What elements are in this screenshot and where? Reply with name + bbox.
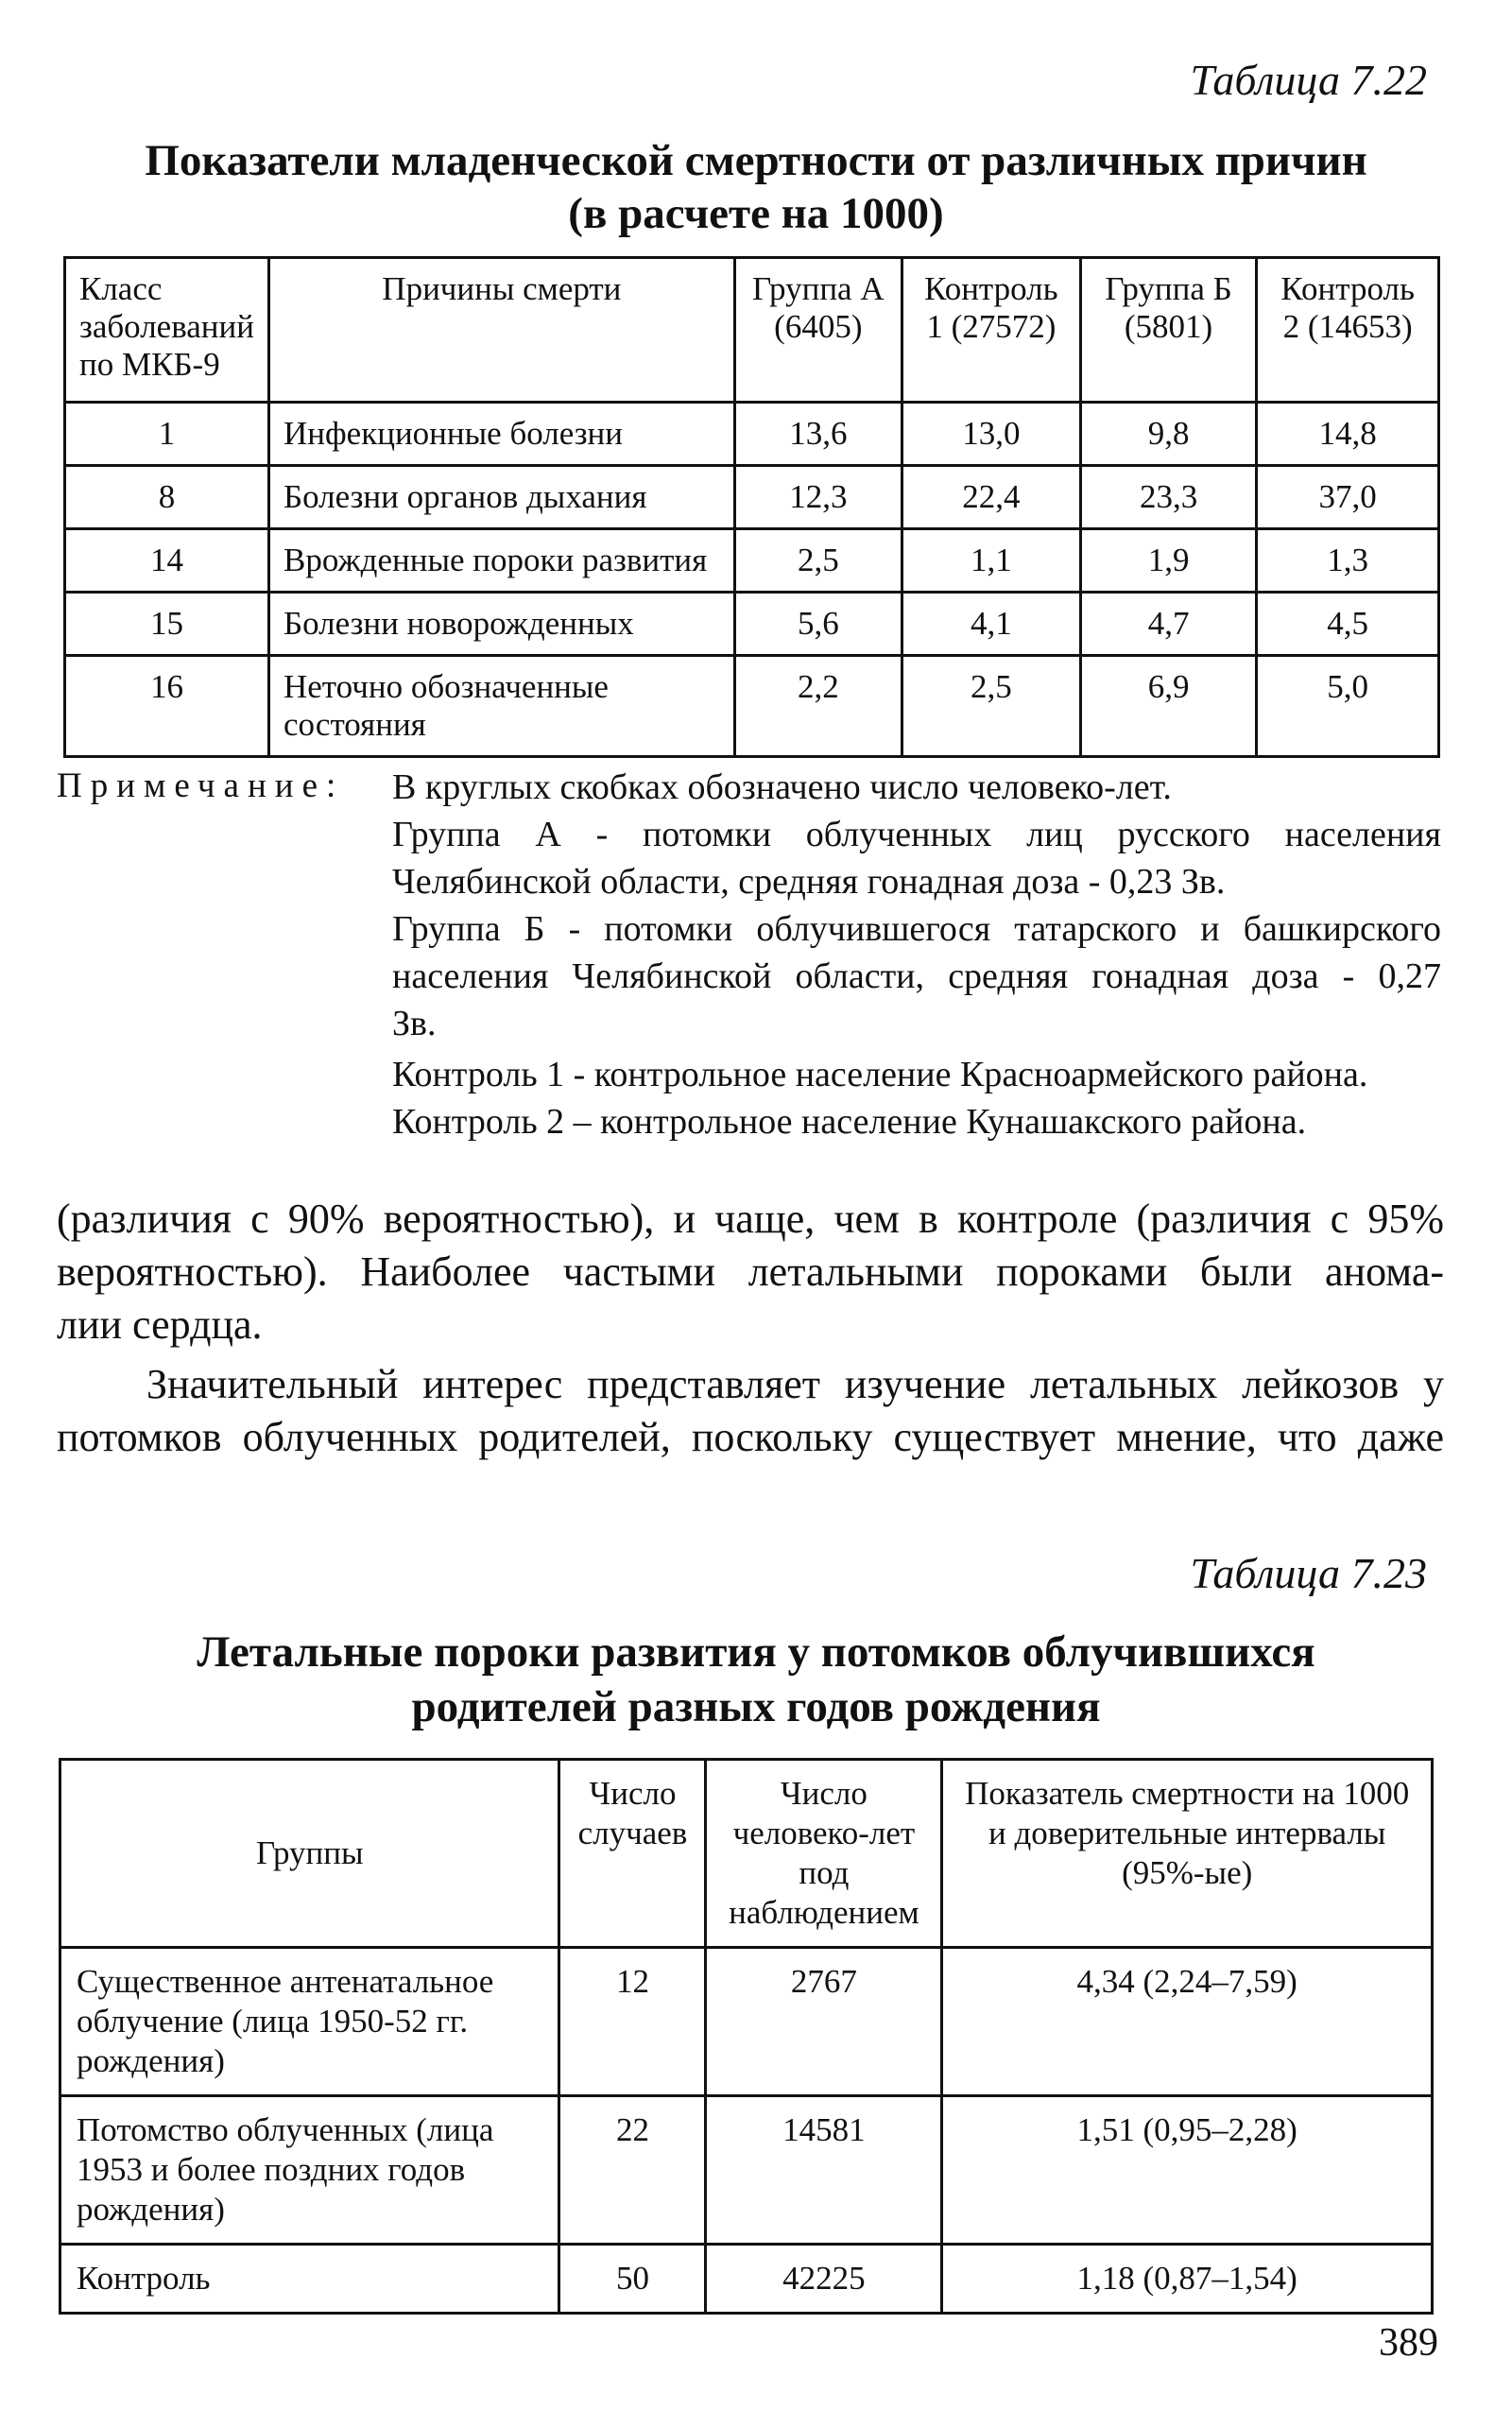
paragraph-line: лии сердца. — [57, 1301, 263, 1348]
table-7-22-caption: Таблица 7.22 — [1190, 56, 1427, 104]
cell-class: 14 — [65, 529, 269, 593]
cell-value: 4,7 — [1080, 593, 1257, 656]
header-cases: Число случаев — [559, 1760, 706, 1948]
cell-group: Потомство облученных (лица 1953 и более поздних годов рождения) — [60, 2096, 559, 2245]
header-control-2: Контроль 2 (14653) — [1257, 258, 1439, 403]
cell-person-years: 2767 — [706, 1948, 942, 2096]
note-line: В круглых скобках обозначено число человеко-лет. — [392, 767, 1172, 807]
table-7-23-title-line-2: родителей разных годов рождения — [411, 1682, 1101, 1731]
cell-value: 9,8 — [1080, 403, 1257, 466]
table-row — [65, 656, 1439, 757]
cell-value: 1,9 — [1080, 529, 1257, 593]
cell-group: Контроль — [60, 2245, 559, 2314]
header-group-a: Группа А (6405) — [734, 258, 902, 403]
cell-value: 2,5 — [734, 529, 902, 593]
header-groups: Группы — [60, 1760, 559, 1948]
paragraph-line: Значительный интерес представляет изучение летальных лейкозов у — [146, 1361, 1444, 1407]
cell-value: 23,3 — [1080, 466, 1257, 529]
cell-value: 37,0 — [1257, 466, 1439, 529]
cell-value: 22,4 — [902, 466, 1080, 529]
cell-mortality-rate: 1,51 (0,95–2,28) — [942, 2096, 1433, 2245]
note-line: Челябинской области, средняя гонадная доза - 0,23 Зв. — [392, 862, 1226, 902]
table-7-22-title-line-2: (в расчете на 1000) — [568, 189, 944, 238]
cell-cause: Врожденные пороки развития — [269, 529, 735, 593]
cell-person-years: 14581 — [706, 2096, 942, 2245]
cell-cause: Болезни органов дыхания — [269, 466, 735, 529]
table-row — [65, 529, 1439, 593]
header-group-b: Группа Б (5801) — [1080, 258, 1257, 403]
table-row — [65, 403, 1439, 466]
cell-value: 5,0 — [1257, 656, 1439, 757]
header-cause: Причины смерти — [269, 258, 735, 403]
note-line: Группа А - потомки облученных лиц русского населения — [392, 815, 1441, 854]
note-line: Контроль 2 – контрольное население Кунашакского района. — [392, 1102, 1307, 1142]
cell-cause: Неточно обозначенные состояния — [269, 656, 735, 757]
table-row — [60, 2096, 1433, 2245]
table-7-23-title-line-1: Летальные пороки развития у потомков облучившихся — [197, 1627, 1315, 1677]
cell-value: 1,1 — [902, 529, 1080, 593]
cell-value: 13,6 — [734, 403, 902, 466]
paragraph-line: вероятностью). Наиболее частыми летальными пороками были анома- — [57, 1248, 1444, 1295]
note-line: населения Челябинской области, средняя гонадная доза - 0,27 — [392, 956, 1441, 996]
paragraph-line: (различия с 90% вероятностью), и чаще, чем в контроле (различия с 95% — [57, 1196, 1444, 1242]
cell-value: 14,8 — [1257, 403, 1439, 466]
cell-value: 13,0 — [902, 403, 1080, 466]
cell-value: 5,6 — [734, 593, 902, 656]
paragraph-line: потомков облученных родителей, поскольку существует мнение, что даже — [57, 1414, 1444, 1460]
header-mortality-rate: Показатель смертности на 1000 и доверительные интервалы (95%-ые) — [942, 1760, 1433, 1948]
table-row — [60, 2245, 1433, 2314]
table-7-22 — [63, 256, 1440, 758]
cell-cases: 12 — [559, 1948, 706, 2096]
cell-mortality-rate: 1,18 (0,87–1,54) — [942, 2245, 1433, 2314]
cell-value: 4,5 — [1257, 593, 1439, 656]
cell-value: 12,3 — [734, 466, 902, 529]
cell-value: 4,1 — [902, 593, 1080, 656]
cell-value: 6,9 — [1080, 656, 1257, 757]
header-person-years: Число человеко-лет под наблюдением — [706, 1760, 942, 1948]
table-row — [65, 466, 1439, 529]
cell-value: 2,5 — [902, 656, 1080, 757]
page-number: 389 — [1379, 2321, 1438, 2365]
cell-cases: 50 — [559, 2245, 706, 2314]
table-row — [65, 593, 1439, 656]
header-class: Класс заболеваний по МКБ-9 — [65, 258, 269, 403]
cell-value: 1,3 — [1257, 529, 1439, 593]
cell-class: 15 — [65, 593, 269, 656]
note-line: Контроль 1 - контрольное население Красноармейского района. — [392, 1055, 1368, 1094]
table-7-23-caption: Таблица 7.23 — [1190, 1549, 1427, 1597]
cell-person-years: 42225 — [706, 2245, 942, 2314]
cell-cases: 22 — [559, 2096, 706, 2245]
cell-cause: Инфекционные болезни — [269, 403, 735, 466]
cell-mortality-rate: 4,34 (2,24–7,59) — [942, 1948, 1433, 2096]
table-header-row — [60, 1760, 1433, 1948]
cell-class: 16 — [65, 656, 269, 757]
cell-group: Существенное антенатальное облучение (лица 1950-52 гг. рождения) — [60, 1948, 559, 2096]
header-control-1: Контроль 1 (27572) — [902, 258, 1080, 403]
note-line: Группа Б - потомки облучившегося татарского и башкирского — [392, 909, 1441, 949]
note-label: Примечание: — [57, 766, 345, 805]
table-header-row — [65, 258, 1439, 403]
note-line: Зв. — [392, 1004, 437, 1043]
cell-value: 2,2 — [734, 656, 902, 757]
cell-cause: Болезни новорожденных — [269, 593, 735, 656]
table-7-22-title-line-1: Показатели младенческой смертности от различных причин — [145, 136, 1367, 185]
cell-class: 1 — [65, 403, 269, 466]
cell-class: 8 — [65, 466, 269, 529]
table-row — [60, 1948, 1433, 2096]
table-7-23 — [59, 1758, 1434, 2315]
